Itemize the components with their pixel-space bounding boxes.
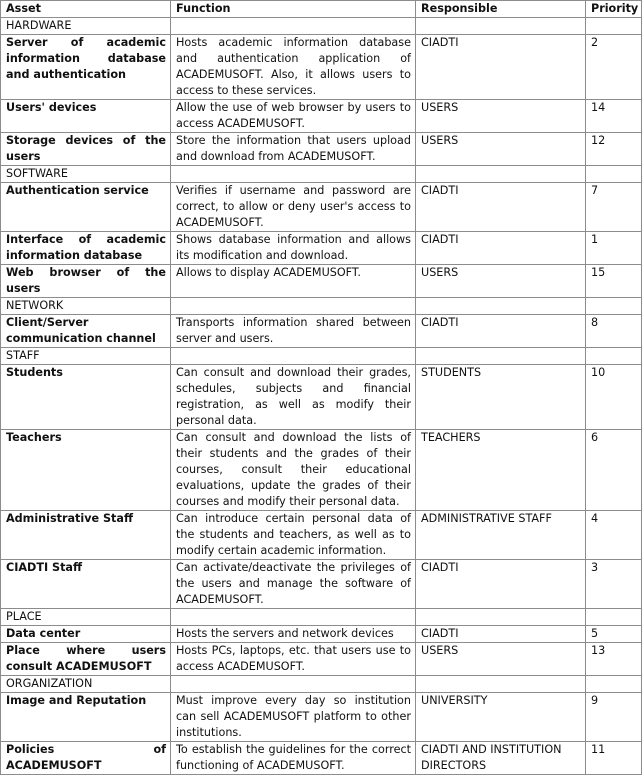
asset-cell: Policies of ACADEMUSOFT (1, 742, 171, 775)
empty-cell (416, 18, 586, 35)
priority-cell: 8 (586, 315, 642, 348)
table-row (1, 183, 642, 232)
asset-cell: Teachers (1, 430, 171, 511)
responsible-cell: USERS (416, 133, 586, 166)
asset-cell: Students (1, 365, 171, 430)
table-row (1, 365, 642, 430)
header-responsible: Responsible (416, 1, 586, 18)
priority-cell: 3 (586, 560, 642, 609)
table-row (1, 693, 642, 742)
asset-cell: Interface of academic information database (1, 232, 171, 265)
empty-cell (416, 166, 586, 183)
header-asset: Asset (1, 1, 171, 18)
header-function: Function (171, 1, 416, 18)
function-cell: Hosts the servers and network devices (171, 626, 416, 643)
function-cell: Must improve every day so institution can sell ACADEMUSOFT platform to other institutions. (171, 693, 416, 742)
empty-cell (416, 348, 586, 365)
empty-cell (586, 348, 642, 365)
responsible-cell: CIADTI (416, 560, 586, 609)
function-cell: Transports information shared between server and users. (171, 315, 416, 348)
priority-cell: 7 (586, 183, 642, 232)
asset-cell: Storage devices of the users (1, 133, 171, 166)
asset-cell: Administrative Staff (1, 511, 171, 560)
responsible-cell: CIADTI (416, 315, 586, 348)
empty-cell (586, 18, 642, 35)
priority-cell: 5 (586, 626, 642, 643)
function-cell: Can introduce certain personal data of the students and teachers, as well as to modify certain academic information. (171, 511, 416, 560)
asset-cell: Users' devices (1, 100, 171, 133)
empty-cell (586, 166, 642, 183)
header-priority: Priority (586, 1, 642, 18)
function-cell: To establish the guidelines for the correct functioning of ACADEMUSOFT. (171, 742, 416, 775)
function-cell: Allow the use of web browser by users to access ACADEMUSOFT. (171, 100, 416, 133)
category-row (1, 298, 642, 315)
priority-cell: 10 (586, 365, 642, 430)
empty-cell (171, 348, 416, 365)
asset-cell: Server of academic information database and authentication (1, 35, 171, 100)
function-cell: Hosts academic information database and authentication application of ACADEMUSOFT. Also, it allows users to access to these services. (171, 35, 416, 100)
table-row (1, 643, 642, 676)
function-cell: Shows database information and allows its modification and download. (171, 232, 416, 265)
empty-cell (416, 609, 586, 626)
responsible-cell: USERS (416, 265, 586, 298)
function-cell: Hosts PCs, laptops, etc. that users use to access ACADEMUSOFT. (171, 643, 416, 676)
header-row (1, 1, 642, 18)
table-row (1, 626, 642, 643)
table-row (1, 430, 642, 511)
asset-cell: Place where users consult ACADEMUSOFT (1, 643, 171, 676)
empty-cell (171, 298, 416, 315)
responsible-cell: CIADTI (416, 183, 586, 232)
function-cell: Allows to display ACADEMUSOFT. (171, 265, 416, 298)
priority-cell: 12 (586, 133, 642, 166)
responsible-cell: USERS (416, 100, 586, 133)
priority-cell: 11 (586, 742, 642, 775)
priority-cell: 6 (586, 430, 642, 511)
category-label: HARDWARE (1, 18, 171, 35)
function-cell: Can consult and download the lists of their students and the grades of their courses, consult their educational evaluations, update the grades of their courses and modify their personal data. (171, 430, 416, 511)
empty-cell (416, 298, 586, 315)
empty-cell (171, 18, 416, 35)
category-label: SOFTWARE (1, 166, 171, 183)
asset-cell: Authentication service (1, 183, 171, 232)
empty-cell (416, 676, 586, 693)
function-cell: Store the information that users upload and download from ACADEMUSOFT. (171, 133, 416, 166)
table-row (1, 100, 642, 133)
category-label: STAFF (1, 348, 171, 365)
empty-cell (171, 609, 416, 626)
asset-cell: Data center (1, 626, 171, 643)
category-row (1, 676, 642, 693)
category-row (1, 348, 642, 365)
asset-cell: Client/Server communication channel (1, 315, 171, 348)
responsible-cell: CIADTI (416, 626, 586, 643)
priority-cell: 4 (586, 511, 642, 560)
empty-cell (586, 298, 642, 315)
table-row (1, 35, 642, 100)
empty-cell (171, 676, 416, 693)
table-row (1, 742, 642, 775)
table-row (1, 560, 642, 609)
category-label: PLACE (1, 609, 171, 626)
priority-cell: 15 (586, 265, 642, 298)
priority-cell: 1 (586, 232, 642, 265)
asset-cell: Web browser of the users (1, 265, 171, 298)
priority-cell: 13 (586, 643, 642, 676)
responsible-cell: TEACHERS (416, 430, 586, 511)
table-row (1, 133, 642, 166)
priority-cell: 14 (586, 100, 642, 133)
priority-cell: 9 (586, 693, 642, 742)
empty-cell (171, 166, 416, 183)
asset-cell: CIADTI Staff (1, 560, 171, 609)
function-cell: Can consult and download their grades, schedules, subjects and financial registration, as well as modify their personal data. (171, 365, 416, 430)
category-row (1, 609, 642, 626)
category-row (1, 18, 642, 35)
priority-cell: 2 (586, 35, 642, 100)
category-row (1, 166, 642, 183)
function-cell: Can activate/deactivate the privileges of the users and manage the software of ACADEMUSOFT. (171, 560, 416, 609)
responsible-cell: USERS (416, 643, 586, 676)
asset-cell: Image and Reputation (1, 693, 171, 742)
responsible-cell: CIADTI AND INSTITUTION DIRECTORS (416, 742, 586, 775)
responsible-cell: CIADTI (416, 232, 586, 265)
table-row (1, 232, 642, 265)
table-row (1, 265, 642, 298)
empty-cell (586, 609, 642, 626)
responsible-cell: CIADTI (416, 35, 586, 100)
responsible-cell: ADMINISTRATIVE STAFF (416, 511, 586, 560)
table-row (1, 511, 642, 560)
table-row (1, 315, 642, 348)
category-label: NETWORK (1, 298, 171, 315)
responsible-cell: STUDENTS (416, 365, 586, 430)
empty-cell (586, 676, 642, 693)
function-cell: Verifies if username and password are correct, to allow or deny user's access to ACADEMUSOFT. (171, 183, 416, 232)
responsible-cell: UNIVERSITY (416, 693, 586, 742)
category-label: ORGANIZATION (1, 676, 171, 693)
